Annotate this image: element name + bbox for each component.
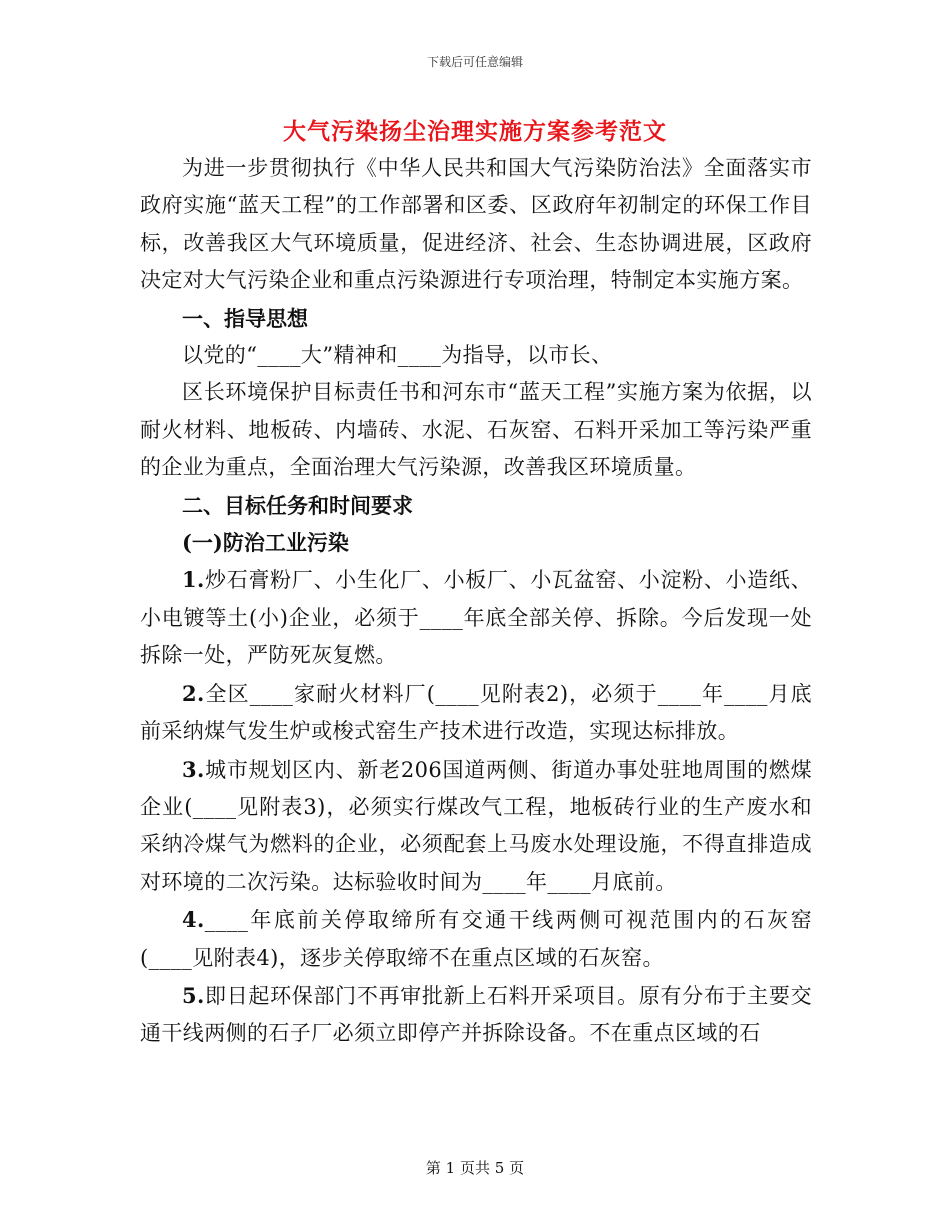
list-item-5: [140, 977, 812, 1053]
list-item-2: [140, 675, 812, 751]
section-heading-guiding-ideology: 一、指导思想: [182, 305, 308, 331]
guiding-paragraph-line1: 以党的“____大”精神和____为指导，以市长、: [182, 343, 613, 368]
list-item-5-number: 5.: [182, 982, 205, 1008]
list-item-4-number: 4.: [182, 907, 205, 933]
section-heading-targets: 二、目标任务和时间要求: [182, 492, 413, 518]
document-body: [140, 150, 812, 1053]
list-item-1-text: 炒石膏粉厂、小生化厂、小板厂、小瓦盆窑、小淀粉、小造纸、小电镀等土(小)企业，必须于____年底全部关停、拆除。今后发现一处拆除一处，严防死灰复燃。: [140, 568, 812, 668]
list-item-4: [140, 901, 812, 977]
list-item-4-text: ____年底前关停取缔所有交通干线两侧可视范围内的石灰窑(____见附表4)，逐步关停取缔不在重点区域的石灰窑。: [140, 908, 812, 970]
list-item-2-text: 全区____家耐火材料厂(____见附表2)，必须于____年____月底前采纳煤气发生炉或梭式窑生产技术进行改造，实现达标排放。: [140, 681, 812, 744]
page-footer: 第 1 页共 5 页: [425, 1159, 525, 1177]
list-item-5-text: 即日起环保部门不再审批新上石料开采项目。原有分布于主要交通干线两侧的石子厂必须立即停产并拆除设备。不在重点区域的石: [140, 983, 812, 1046]
page-header: 下载后可任意编辑: [426, 55, 523, 69]
list-item-3-number: 3.: [182, 756, 205, 782]
document-title: 大气污染扬尘治理实施方案参考范文: [283, 118, 667, 145]
guiding-paragraph-body: 区长环境保护目标责任书和河东市“蓝天工程”实施方案为依据，以耐火材料、地板砖、内墙砖、水泥、石灰窑、石料开采加工等污染严重的企业为重点，全面治理大气污染源，改善我区环境质量。: [140, 380, 812, 480]
list-item-3: [140, 751, 812, 902]
list-item-1: [140, 561, 812, 674]
list-item-3-text: 城市规划区内、新老206国道两侧、街道办事处驻地周围的燃煤企业(____见附表3)，必须实行煤改气工程，地板砖行业的生产废水和采纳冷煤气为燃料的企业，必须配套上马废水处理设施，不得直排造成对环境的二次污染。达标验收时间为____年____月底前。: [140, 757, 812, 894]
subsection-heading-industrial-pollution: (一)防治工业污染: [182, 530, 349, 556]
list-item-2-number: 2.: [182, 680, 205, 706]
intro-paragraph: 为进一步贯彻执行《中华人民共和国大气污染防治法》全面落实市政府实施“蓝天工程”的工作部署和区委、区政府年初制定的环保工作目标，改善我区大气环境质量，促进经济、社会、生态协调进展，区政府决定对大气污染企业和重点污染源进行专项治理，特制定本实施方案。: [140, 156, 812, 293]
list-item-1-number: 1.: [182, 567, 205, 593]
